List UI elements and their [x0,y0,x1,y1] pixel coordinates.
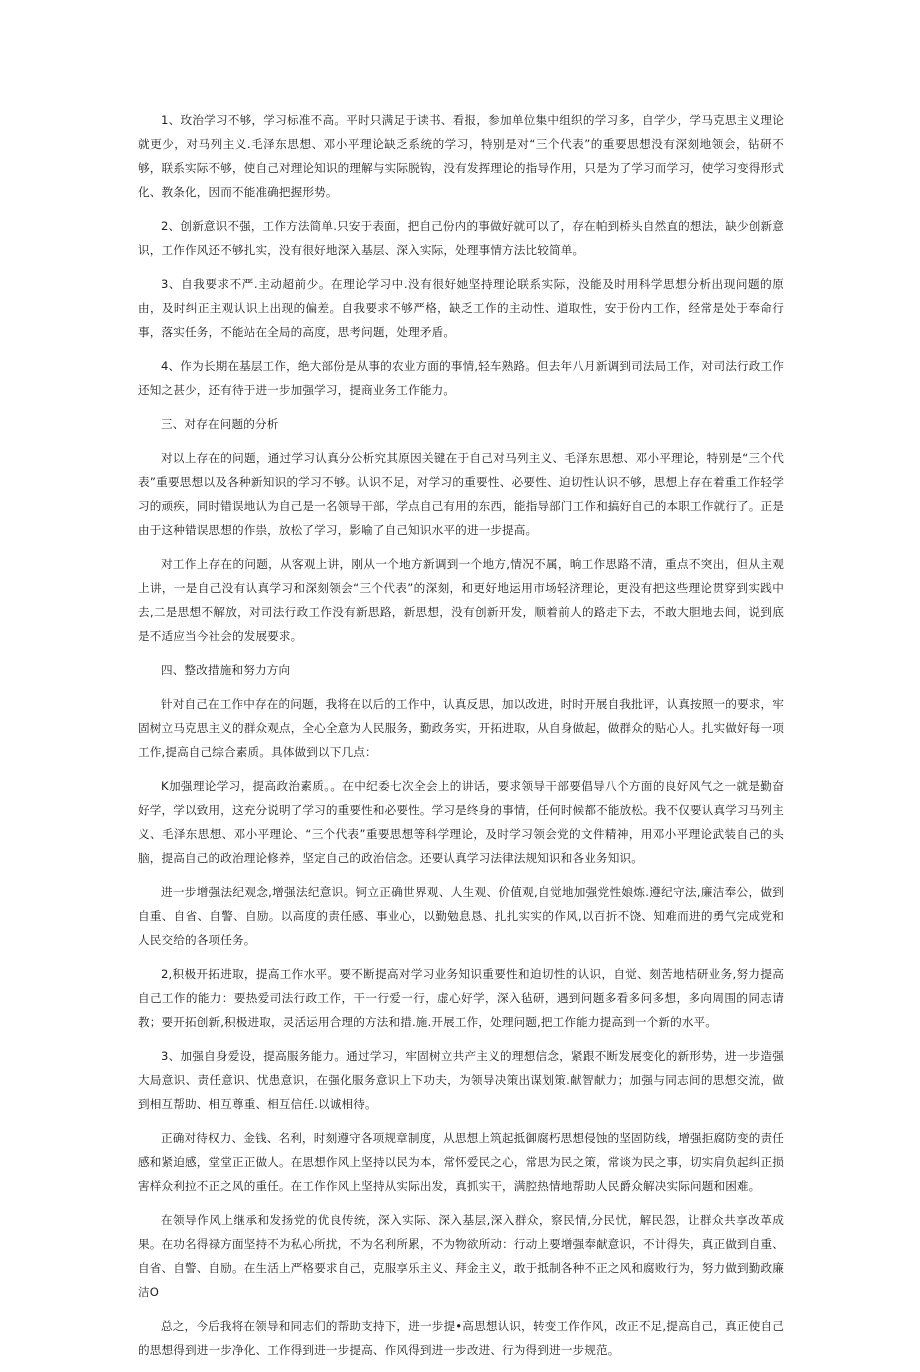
paragraph-3: 3、自我要求不严.主动超前少。在理论学习中.没有很好她坚持理论联系实际，没能及时用科学思想分析出现问题的原由，及时纠正主观认识上出现的偏差。自我要求不够严格，缺乏工作的主动性、道取性，安于份内工作，经常是处于奉命行事，落实任务，不能站在全局的高度，思考问题，处理矛盾。 [138,277,784,339]
paragraph-12: 正确对待权力、金钱、名利，时刻遵守各项规章制度，从思想上筑起抵御腐朽思想侵蚀的坚固防线，增强拒腐防变的责任感和紧迫感，堂堂正正做人。在思想作风上坚持以民为本，常怀爱民之心，常思为民之策，常谈为民之事，切实肩负起纠正损害样众利拉不正之风的重任。在工作作风上坚持从实际出发，真抓实干，满腔热情地帮助人民爵众解决实际问题和困难。 [138,1131,784,1193]
section-heading-measures: 四、整改措施和努力方向 [161,663,291,677]
paragraph-6: 对工作上存在的问题，从客观上讲，刚从一个地方新调到一个地方,情况不属，晌工作思路不清，重点不突出，但从主观上讲，一是自己没有认真学习和深刻领会“三个代表”的深刻，和更好地运用市场轻济理论，更没有把这些理论贯穿到实践中去,二是思想不解放，对司法行政工作没有新思路，新思想，没有创新开发，顺着前人的路走下去，不敢大胆地去间，说到底是不适应当今社会的发展要求。 [138,557,784,643]
paragraph-5: 对以上存在的问题，通过学习认真分公析究其原因关键在于自己对马列主义、毛泽东思想、邓小平理论，特别是“三个代表”重要思想以及各种新知识的学习不够。认识不足，对学习的重要性、必要性、迫切性认识不够，思想上存在着重工作轻学习的顽疾，同时错误地认为自己是一名领导干部，学点自己有用的东西，能指导部门工作和搞好自己的本职工作就行了。正是由于这种错误思想的作祟，放松了学习，影喻了自己知识水平的进一步提高。 [138,451,784,537]
paragraph-10: 2,积极开拓进取，提高工作水平。要不断提高对学习业务知识重要性和迫切性的认识，自觉、刻苦地桔研业务,努力提高自己工作的能力：要热爱司法行政工作，干一行爱一行，虚心好学，深入毡研，遇到问题多看多问多想，多向周围的同志请教；要开拓创新,积极进取，灵活运用合理的方法和措.施.开展工作，处理问题,把工作能力提高到一个新的水平。 [138,967,784,1029]
paragraph-7: 针对自己在工作中存在的问题，我将在以后的工作中，认真反思，加以改进，时时开展自我批评，认真按照一的要求，牢固树立马克思主义的群众观点，全心全意为人民服务，勤政务实，开拓进取，从自身做起，做群众的贴心人。扎实做好每一项工作,提高自己综合素质。具体做到以下几点： [138,697,784,759]
paragraph-13: 在领导作风上继承和发扬党的优良传统，深入实际、深入基层,深入群众，察民情,分民忧，解民怨，让群众共享改革成果。在功名得禄方面坚持不为私心所扰，不为名利所累，不为物欲所动：行动上要增强奉献意识，不计得失，真正做到自重、自省、自警、自励。在生活上严格要求自己，克服享乐主义、拜金主义，敢于抵制各种不正之风和腐败行为，努力做到勤政廉洁O [138,1213,784,1299]
paragraph-8: K加强理论学习，提高政治素质。。在中纪委七次全会上的讲话，要求领导干部要倡导八个方面的良好风气之一就是勤奋好学，学以致用，这充分说明了学习的重要性和必要性。学习是终身的事情，任何时候都不能放松。我不仅要认真学习马列主义、毛泽东思想、邓小平理论、“三个代表”重要思想等科学理论，及时学习领会党的文件精神，用邓小平理论武装自己的头脑，提高自己的政治理论修养，坚定自己的政治信念。还要认真学习法律法规知识和各业务知识。 [138,779,784,865]
paragraph-1: 1、玫治学习不够，学习标准不高。平时只满足于读书、看报，参加单位集中组织的学习多，自学少，学马克思主义理论就更少，对马列主义.毛泽东思想、邓小平理论缺乏系统的学习，特别是对“三个代表”的重要思想没有深刻地领会，钻研不够，联系实际不够，使自己对理论知识的理解与实际脱钩，没有发挥理论的指导作用，只是为了学习而学习，使学习变得形式化、教条化，因而不能准确把握形势。 [138,113,784,199]
document-body [138,108,784,1372]
paragraph-4: 4、作为长期在基层工作，绝大部份是从事的农业方面的事情,轻车熟路。但去年八月新调到司法局工作，对司法行政工作还知之甚少，还有待于进一步加强学习，提商业务工作能力。 [138,359,784,397]
paragraph-9: 进一步增强法纪观念,增强法纪意识。钶立正确世界观、人生观、价值观,自觉地加强党性娘炼.遵纪守法,廉洁奉公，做到自重、自省、自警、自励。以高度的责任感、事业心，以勤勉息恳、扎扎实实的作风,以百折不饶、知难而进的勇气完成党和人民交给的各项任务。 [138,885,784,947]
section-heading-analysis: 三、对存在问题的分析 [161,417,279,431]
paragraph-11: 3、加强自身爱设，提高服务能力。通过学习，牢固树立共产主义的理想信念，紧跟不断发展变化的新形势，进一步造强大局意识、责任意识、忧患意识，在强化服务意识上下功夫，为领导决策出谋划策.献智献力；加强与同志间的思想交流，做到相互帮助、相互尊重、相互信任.以诚相待。 [138,1049,784,1111]
paragraph-2: 2、创新意识不强，工作方法简单.只安于表面，把自己份内的事做好就可以了，存在帕到桥头自然直的想法，缺少创新意识，工作作风还不够扎实，没有很好地深入基层、深入实际，处理事情方法比较简单。 [138,219,784,257]
paragraph-14: 总之，今后我将在领导和同志们的帮助支持下，进一步提•高思想认识，转变工作作风，改正不足,提高自己，真正使自己的思想得到进一步净化、工作得到进一步提高、作风得到进一步改进、行为得到进一步规范。 [138,1319,784,1357]
